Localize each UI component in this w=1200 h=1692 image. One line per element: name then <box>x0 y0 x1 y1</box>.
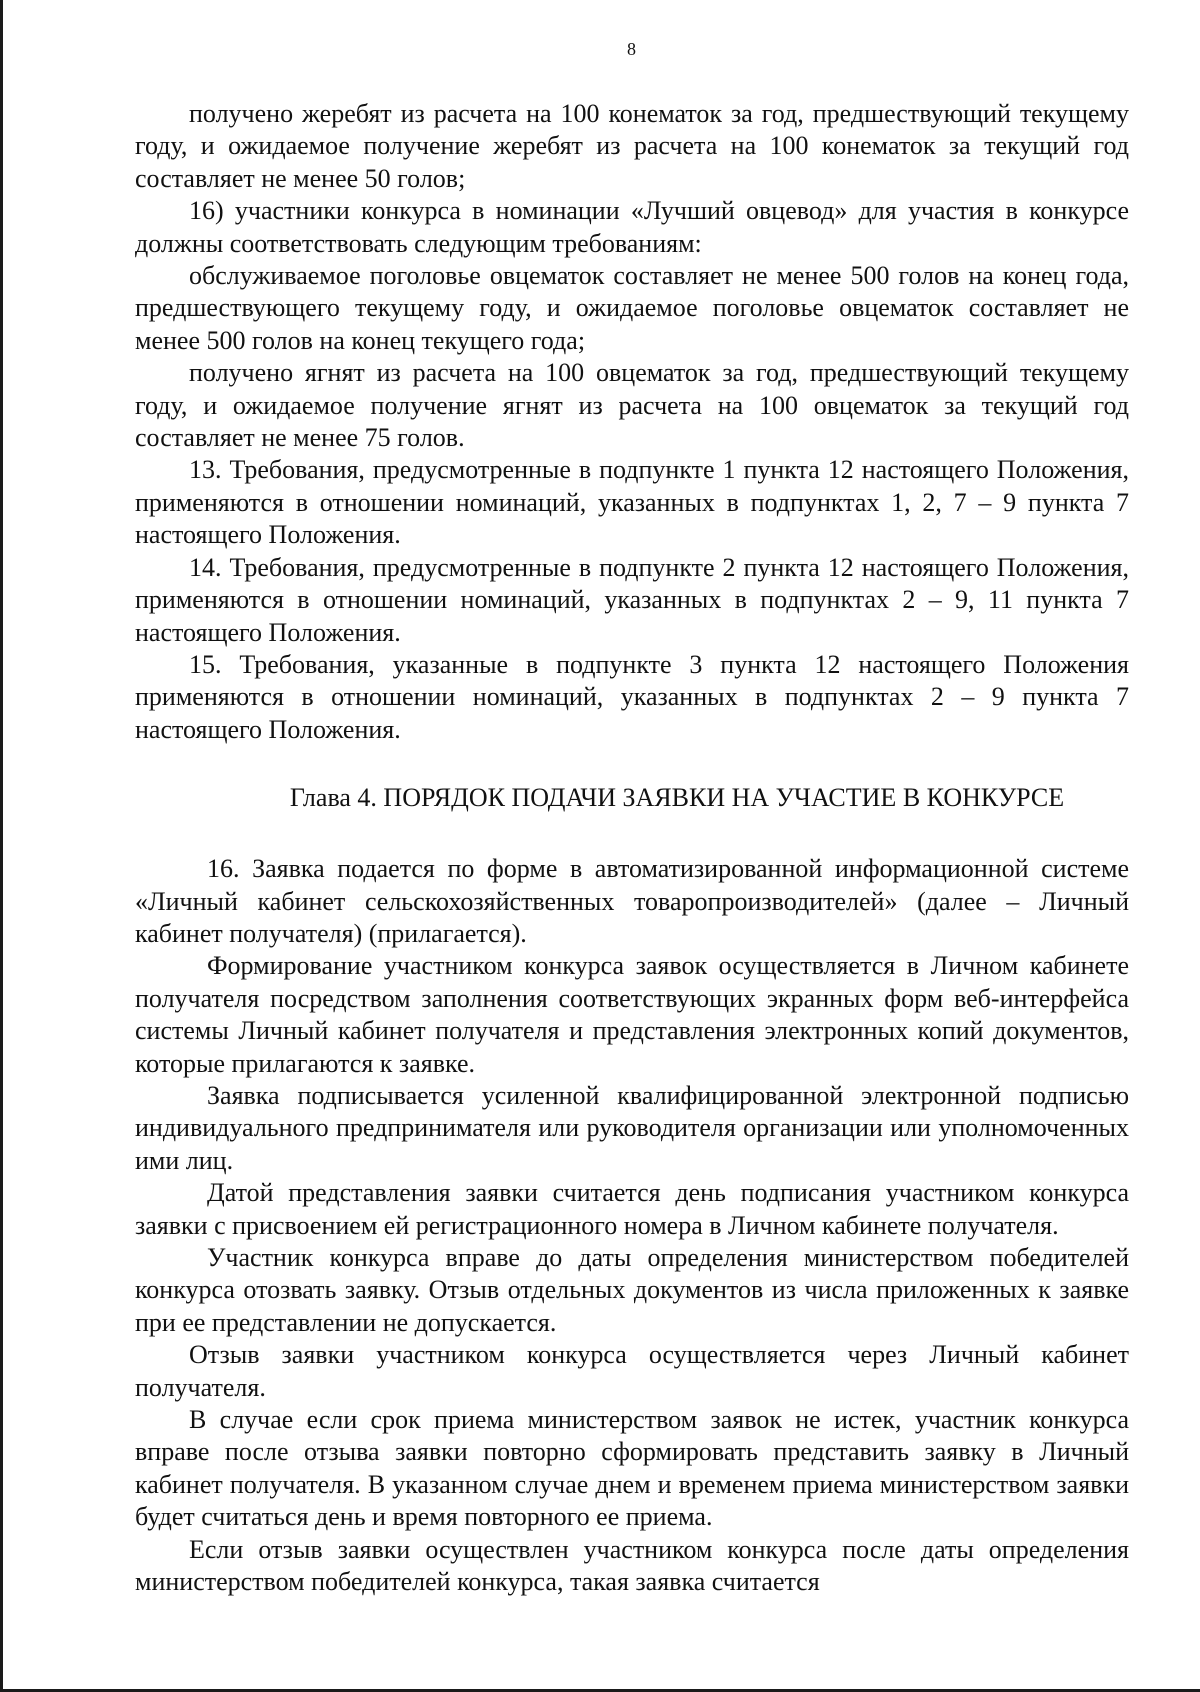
paragraph: В случае если срок приема министерством заявок не истек, участник конкурса вправе после отзыва заявки повторно сформировать представить заявку в Личный кабинет получателя. В указанном случае днем и временем приема министерством заявки будет считаться день и время повторного ее приема. <box>135 1405 1129 1532</box>
paragraph: обслуживаемое поголовье овцематок составляет не менее 500 голов на конец года, предшествующего текущему году, и ожидаемое поголовье овцематок составляет не менее 500 голов на конец текущего года; <box>135 261 1129 355</box>
paragraph: 16. Заявка подается по форме в автоматизированной информационной системе «Личный кабинет сельскохозяйственных товаропроизводителей» (далее – Личный кабинет получателя) (прилагается). <box>135 854 1129 948</box>
paragraph: получено жеребят из расчета на 100 конематок за год, предшествующий текущему году, и ожидаемое получение жеребят из расчета на 100 конематок за текущий год составляет не менее 50 голов; <box>135 99 1129 193</box>
paragraph: Формирование участником конкурса заявок осуществляется в Личном кабинете получателя посредством заполнения соответствующих экранных форм веб-интерфейса системы Личный кабинет получателя и представления электронных копий документов, которые прилагаются к заявке. <box>135 951 1129 1078</box>
paragraph: Заявка подписывается усиленной квалифицированной электронной подписью индивидуального предпринимателя или руководителя организации или уполномоченных ими лиц. <box>135 1080 1129 1175</box>
paragraph: Датой представления заявки считается день подписания участником конкурса заявки с присвоением ей регистрационного номера в Личном кабинете получателя. <box>135 1178 1129 1240</box>
paragraph: 15. Требования, указанные в подпункте 3 пункта 12 настоящего Положения применяются в отношении номинаций, указанных в подпунктах 2 – 9 пункта 7 настоящего Положения. <box>135 649 1129 744</box>
paragraph: 14. Требования, предусмотренные в подпункте 2 пункта 12 настоящего Положения, применяются в отношении номинаций, указанных в подпунктах 2 – 9, 11 пункта 7 настоящего Положения. <box>135 552 1129 647</box>
page-number: 8 <box>627 39 636 59</box>
chapter-heading: Глава 4. ПОРЯДОК ПОДАЧИ ЗАЯВКИ НА УЧАСТИЕ В КОНКУРСЕ <box>289 783 1065 813</box>
paragraph: Участник конкурса вправе до даты определения министерством победителей конкурса отозвать заявку. Отзыв отдельных документов из числа приложенных к заявке при ее представлении не допускается. <box>135 1243 1129 1337</box>
page-left-border <box>0 0 3 1692</box>
paragraph: Отзыв заявки участником конкурса осуществляется через Личный кабинет получателя. <box>135 1340 1129 1402</box>
document-body <box>135 98 1129 1598</box>
paragraph: 16) участники конкурса в номинации «Лучший овцевод» для участия в конкурсе должны соответствовать следующим требованиям: <box>135 196 1129 258</box>
paragraph: 13. Требования, предусмотренные в подпункте 1 пункта 12 настоящего Положения, применяются в отношении номинаций, указанных в подпунктах 1, 2, 7 – 9 пункта 7 настоящего Положения. <box>135 455 1129 550</box>
paragraph: получено ягнят из расчета на 100 овцематок за год, предшествующий текущему году, и ожидаемое получение ягнят из расчета на 100 овцематок за текущий год составляет не менее 75 голов. <box>135 358 1129 453</box>
paragraph: Если отзыв заявки осуществлен участником конкурса после даты определения министерством победителей конкурса, такая заявка считается <box>135 1534 1129 1597</box>
